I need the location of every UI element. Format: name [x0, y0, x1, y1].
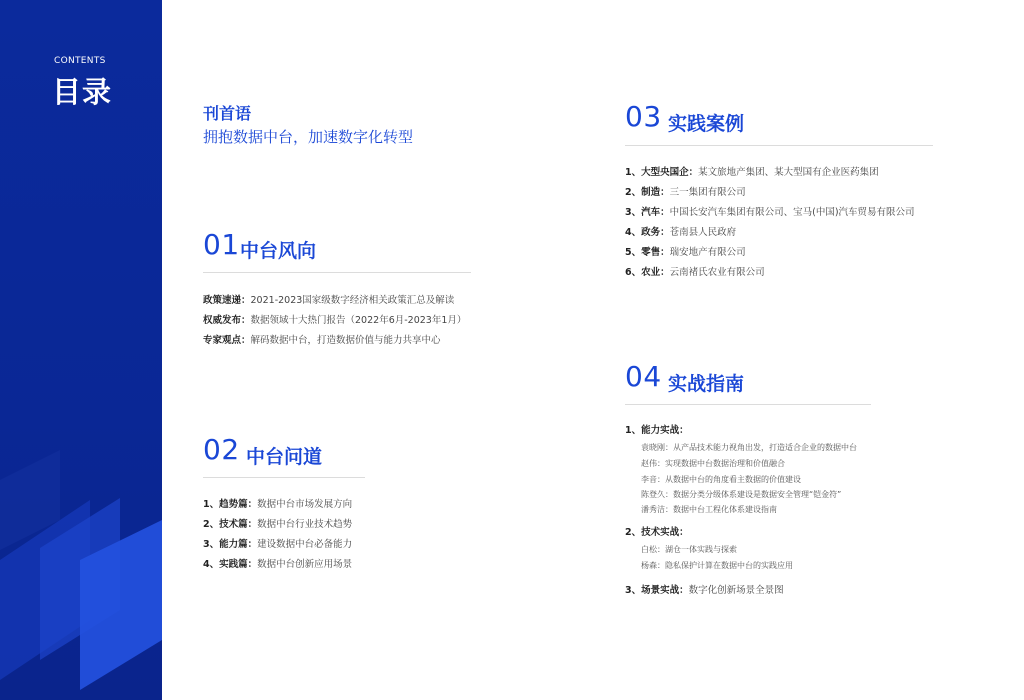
s01-item-1[interactable]: 政策速递：2021-2023国家级数字经济相关政策汇总及解读: [203, 295, 455, 306]
decorative-shapes: [0, 0, 162, 700]
section-03-number: 03: [625, 100, 662, 133]
s03-item-3[interactable]: 3、汽车：中国长安汽车集团有限公司、宝马(中国)汽车贸易有限公司: [625, 207, 915, 218]
s02-item-1[interactable]: 1、趋势篇：数据中台市场发展方向: [203, 499, 353, 510]
intro-subtitle: 拥抱数据中台，加速数字化转型: [203, 128, 414, 146]
toc-title: 目录: [52, 75, 113, 109]
s04-g2-sub-1[interactable]: 白松：湖仓一体实践与探索: [641, 545, 737, 554]
section-02-title: 中台问道: [246, 446, 323, 468]
s02-item-3[interactable]: 3、能力篇：建设数据中台必备能力: [203, 539, 353, 550]
s01-item-2[interactable]: 权威发布：数据领域十大热门报告（2022年6月-2023年1月）: [203, 315, 467, 326]
s04-group-3[interactable]: 3、场景实战：数字化创新场景全景图: [625, 585, 784, 596]
section-03-title: 实践案例: [668, 113, 745, 135]
s04-g1-sub-1[interactable]: 袁晓刚：从产品技术能力视角出发，打造适合企业的数据中台: [641, 443, 857, 452]
s01-item-3[interactable]: 专家观点：解码数据中台，打造数据价值与能力共享中心: [203, 335, 441, 346]
s02-item-4[interactable]: 4、实践篇：数据中台创新应用场景: [203, 559, 353, 570]
intro-title: 刊首语: [203, 104, 252, 123]
section-01-title: 中台风向: [240, 240, 317, 262]
s04-g1-sub-2[interactable]: 赵伟：实现数据中台数据治理和价值融合: [641, 459, 785, 468]
section-02-number: 02: [203, 433, 240, 466]
s03-item-4[interactable]: 4、政务：苍南县人民政府: [625, 227, 737, 238]
s04-group-2-label[interactable]: 2、技术实战：: [625, 527, 689, 538]
section-02-divider: [203, 477, 365, 478]
sidebar: [0, 0, 162, 700]
s04-g1-sub-5[interactable]: 潘秀洁：数据中台工程化体系建设指南: [641, 505, 777, 514]
section-01-number: 01: [203, 228, 240, 261]
s04-g2-sub-2[interactable]: 杨森：隐私保护计算在数据中台的实践应用: [641, 561, 793, 570]
section-04-divider: [625, 404, 871, 405]
section-01-divider: [203, 272, 471, 273]
contents-label: CONTENTS: [54, 56, 106, 66]
s03-item-5[interactable]: 5、零售：瑞安地产有限公司: [625, 247, 746, 258]
s03-item-2[interactable]: 2、制造：三一集团有限公司: [625, 187, 746, 198]
s04-g1-sub-3[interactable]: 李音：从数据中台的角度看主数据的价值建设: [641, 475, 801, 484]
s03-item-1[interactable]: 1、大型央国企：某文旅地产集团、某大型国有企业医药集团: [625, 167, 879, 178]
s03-item-6[interactable]: 6、农业：云南褚氏农业有限公司: [625, 267, 765, 278]
section-04-number: 04: [625, 360, 662, 393]
s04-group-1-label[interactable]: 1、能力实战：: [625, 425, 689, 436]
s04-g1-sub-4[interactable]: 陈登久：数据分类分级体系建设是数据安全管理“铠金符”: [641, 490, 842, 499]
section-04-title: 实战指南: [668, 373, 745, 395]
section-03-divider: [625, 145, 933, 146]
s02-item-2[interactable]: 2、技术篇：数据中台行业技术趋势: [203, 519, 353, 530]
